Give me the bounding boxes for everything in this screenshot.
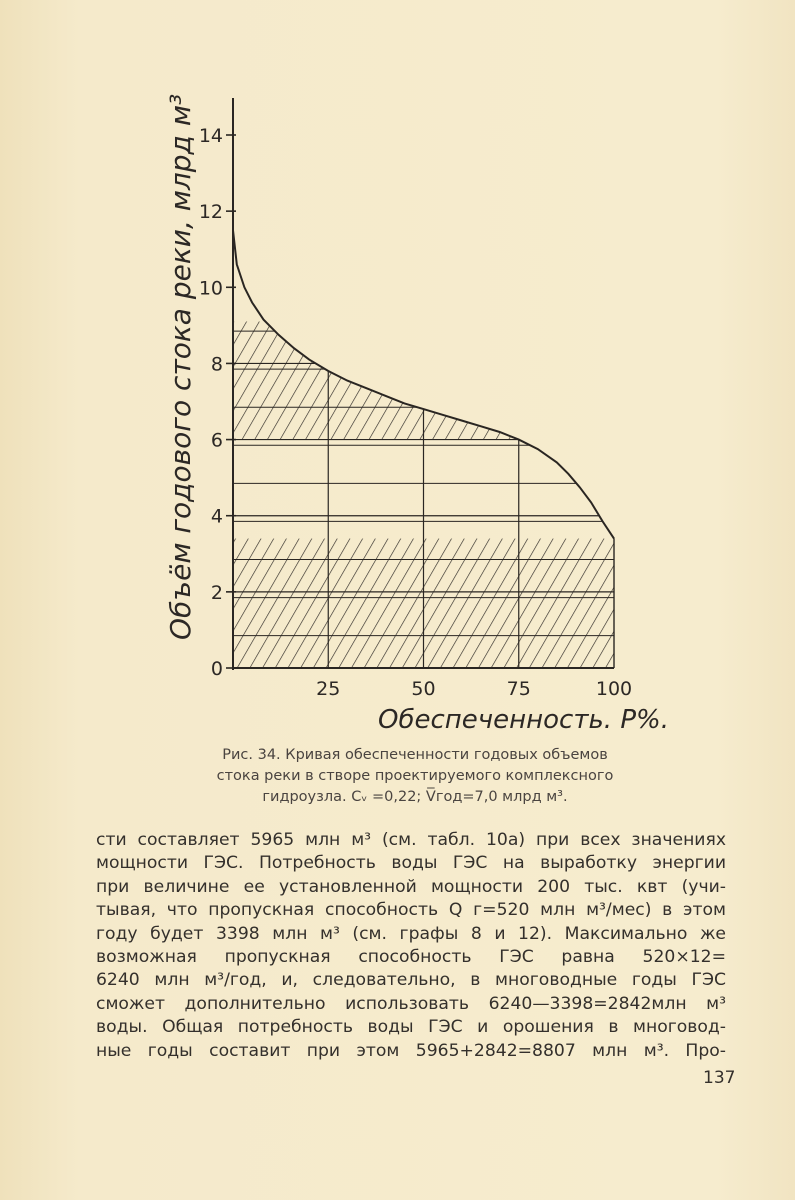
y-tick-label: 4 [210,505,223,528]
caption-line-2: стока реки в створе проектируемого комплексного [216,768,614,784]
y-tick-label: 6 [210,429,223,452]
x-axis-title: Обеспеченность. Р%. [378,705,669,735]
caption-line-3: гидроузла. Cᵥ =0,22; V̅год=7,0 млрд м³. [262,789,568,805]
y-tick-label: 8 [210,353,223,376]
figure-caption [150,745,680,808]
y-tick-label: 12 [198,201,223,224]
text-line: при величине ее установленной мощности 200 тыс. квт (учи- [96,876,726,897]
y-axis-title: Объём годового стока реки, млрд м³ [164,93,197,640]
text-line: сможет дополнительно использовать 6240—3398=2842млн м³ [96,993,726,1014]
caption-line-1: Рис. 34. Кривая обеспеченности годовых объемов [222,747,608,763]
y-tick-label: 10 [198,277,223,300]
page-number: 137 [703,1068,736,1088]
y-tick-label: 0 [210,658,223,680]
body-paragraph [96,829,726,1063]
text-line: воды. Общая потребность воды ГЭС и орошения в многовод- [96,1017,726,1038]
y-tick-label: 2 [210,581,223,604]
x-tick-label: 75 [506,678,531,700]
text-line: тывая, что пропускная способность Q г=520 млн м³/мес) в этом [96,900,726,921]
text-line: сти составляет 5965 млн м³ (см. табл. 10а) при всех значениях [96,830,726,850]
text-line: ные годы составит при этом 5965+2842=8807 млн м³. Про- [96,1040,726,1061]
x-tick-label: 100 [595,678,633,700]
text-line: мощности ГЭС. Потребность воды ГЭС на выработку энергии [96,853,726,874]
text-line: возможная пропускная способность ГЭС равна 520×12= [96,947,726,968]
x-tick-label: 50 [411,678,436,700]
text-line: 6240 млн м³/год, и, следовательно, в многоводные годы ГЭС [96,970,726,991]
hatched-band-high [233,322,519,440]
text-line: году будет 3398 млн м³ (см. графы 8 и 12). Максимально же [96,923,726,944]
y-tick-label: 14 [198,125,223,147]
x-tick-label: 25 [316,678,341,700]
